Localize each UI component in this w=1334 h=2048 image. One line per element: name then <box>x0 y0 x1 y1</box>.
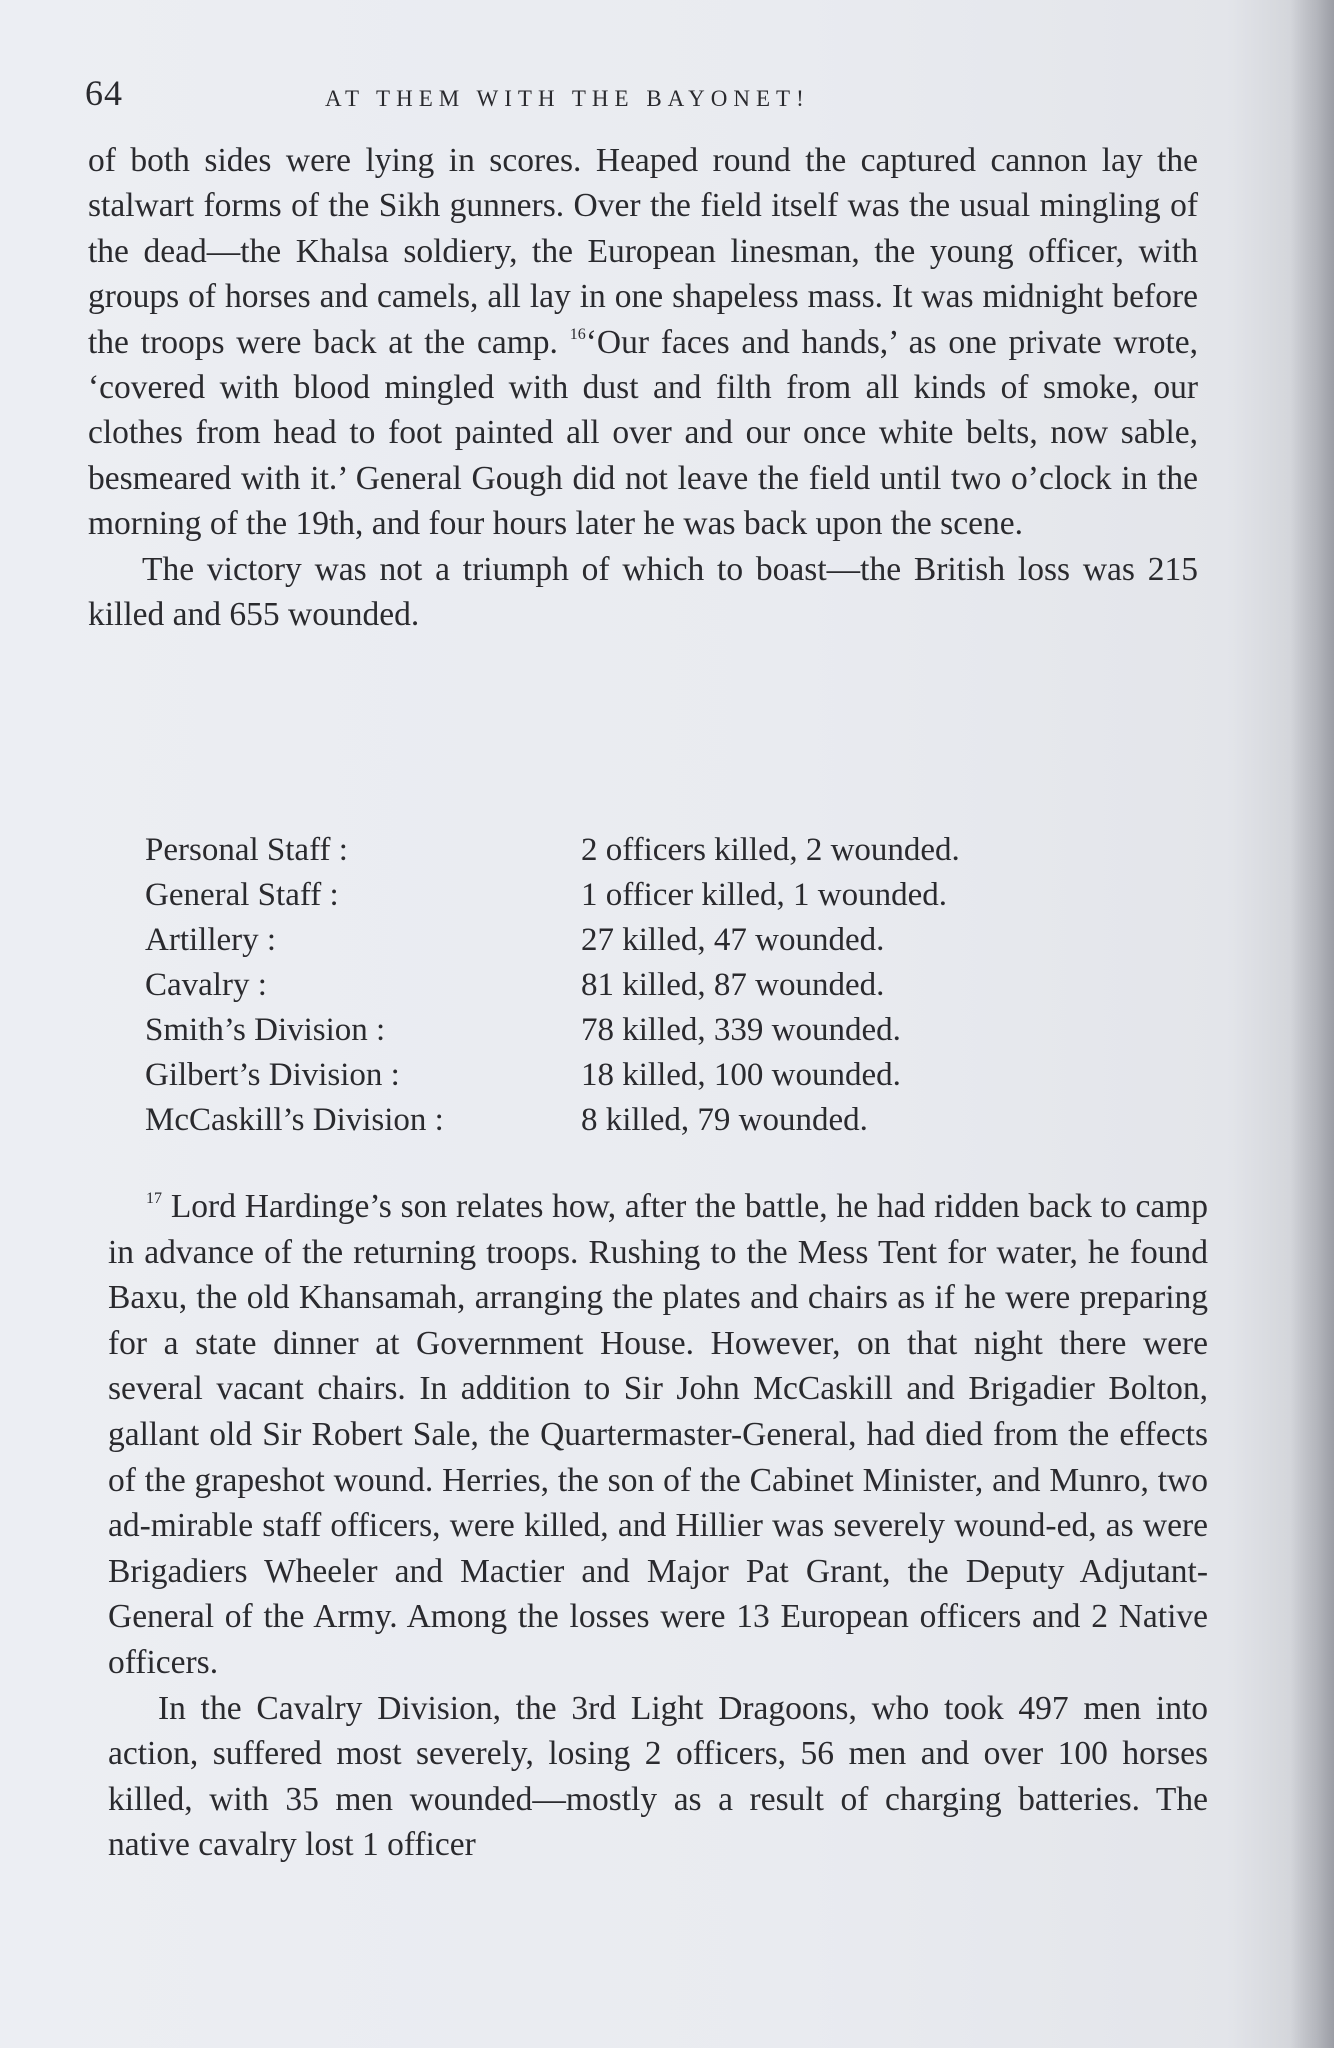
paragraph-1 <box>88 138 1198 547</box>
text-line: one private wrote, ‘covered with blood mingled with dust and <box>88 323 1199 407</box>
text-line: state dinner at Government House. However, on that night there <box>195 1324 1127 1362</box>
footnote-marker-17: 17 <box>146 1190 162 1207</box>
casualty-row <box>145 1098 1105 1143</box>
casualty-value: 1 officer killed, 1 wounded. <box>581 877 947 913</box>
page-header <box>85 72 1215 122</box>
quote-start: ‘Our faces and hands,’ as <box>585 323 937 361</box>
casualty-unit: Personal Staff : <box>145 832 348 868</box>
text-line: the European linesman, the young officer, with groups of horses <box>88 232 1199 316</box>
text-line: mirable staff officers, were killed, and Hillier was severely wound- <box>150 1507 1057 1545</box>
casualty-row <box>145 963 1105 1008</box>
casualty-value: 27 killed, 47 wounded. <box>581 922 885 958</box>
page-number: 64 <box>85 73 123 113</box>
text-line: cannon lay the stalwart forms of the Sikh gunners. Over the field <box>88 142 1199 225</box>
casualty-row <box>145 828 1105 873</box>
text-line: filth from all kinds of smoke, our clothes from head to foot painted <box>88 369 1198 452</box>
casualty-value: 18 killed, 100 wounded. <box>581 1057 901 1093</box>
casualty-unit: General Staff : <box>145 877 339 913</box>
text-line: the scene. <box>890 505 1023 543</box>
text-line: arranging the plates and chairs as if he were preparing for a <box>108 1279 1209 1362</box>
text-line: ridden back to camp in advance of the returning troops. Rushing <box>108 1188 1208 1271</box>
text-line: men and over 100 horses killed, with 35 men wounded—mostly <box>108 1735 1209 1818</box>
casualty-unit: McCaskill’s Division : <box>145 1102 444 1138</box>
casualty-value: 81 killed, 87 wounded. <box>581 967 885 1003</box>
page-gutter-shadow <box>1290 0 1334 2048</box>
casualty-unit: Artillery : <box>145 922 277 958</box>
footnote-marker-16: 16 <box>569 325 586 343</box>
casualty-unit: Smith’s Division : <box>145 1012 386 1048</box>
text-line: Brigadier Bolton, gallant old Sir Robert Sale, the Quartermaster- <box>108 1370 1208 1453</box>
paragraph-2 <box>88 547 1198 638</box>
casualty-row <box>145 918 1105 963</box>
text-line: all over and our once white belts, now sable, besmeared with it.’ <box>88 414 1199 497</box>
text-line: morning of the 19th, and four hours later he was back upon <box>88 505 883 543</box>
note-cavalry <box>108 1686 1208 1868</box>
text-line: the troops were back at the camp. <box>88 323 558 361</box>
notes-section <box>108 1184 1208 1868</box>
casualty-value: 78 killed, 339 wounded. <box>581 1012 901 1048</box>
casualty-unit: Gilbert’s Division : <box>145 1057 400 1093</box>
text-line: Herries, the son of the Cabinet Minister, and Munro, two ad- <box>108 1461 1208 1545</box>
casualty-row <box>145 1053 1105 1098</box>
text-line: itself was the usual mingling of the dead—the Khalsa soldiery, <box>88 187 1199 270</box>
casualty-row <box>145 873 1105 918</box>
note-17 <box>108 1184 1208 1686</box>
casualty-value: 8 killed, 79 wounded. <box>581 1102 868 1138</box>
text-line: losses were 13 European officers and 2 Native officers. <box>108 1598 1209 1681</box>
text-line: of both sides were lying in scores. Heaped round the captured <box>88 142 976 179</box>
text-line: Lord Hardinge’s son relates how, after the battle, he had <box>170 1188 926 1225</box>
text-line: General Gough did not leave the field until two o’clock in the <box>355 459 1199 497</box>
text-line: and camels, all lay in one shapeless mass. It was midnight before <box>319 278 1198 316</box>
text-line: were several vacant chairs. In addition to Sir John McCaskill and <box>108 1324 1209 1408</box>
casualty-value: 2 officers killed, 2 wounded. <box>581 832 960 868</box>
text-line: ed, as were Brigadiers Wheeler and Mactier and Major Pat <box>108 1507 1208 1590</box>
text-line: loss was 215 killed and 655 wounded. <box>88 550 1199 634</box>
casualty-row <box>145 1008 1105 1053</box>
text-line: Grant, the Deputy Adjutant-General of the Army. Among the <box>108 1552 1208 1636</box>
text-line: The victory was not a triumph of which to boast—the British <box>142 550 1006 588</box>
running-head: AT THEM WITH THE BAYONET! <box>325 86 810 111</box>
casualty-list <box>145 828 1105 1143</box>
text-line: to the Mess Tent for water, he found Baxu, the old Khansamah, <box>108 1233 1208 1317</box>
text-line: as a result of charging batteries. The native cavalry lost 1 officer <box>108 1780 1209 1864</box>
text-line: In the Cavalry Division, the 3rd Light Dragoons, who took <box>158 1689 1004 1727</box>
text-line: 497 men into action, suffered most severely, losing 2 officers, 56 <box>108 1689 1209 1773</box>
main-text <box>88 138 1198 637</box>
text-line: General, had died from the effects of the grapeshot wound. <box>108 1415 1209 1499</box>
casualty-unit: Cavalry : <box>145 967 267 1003</box>
